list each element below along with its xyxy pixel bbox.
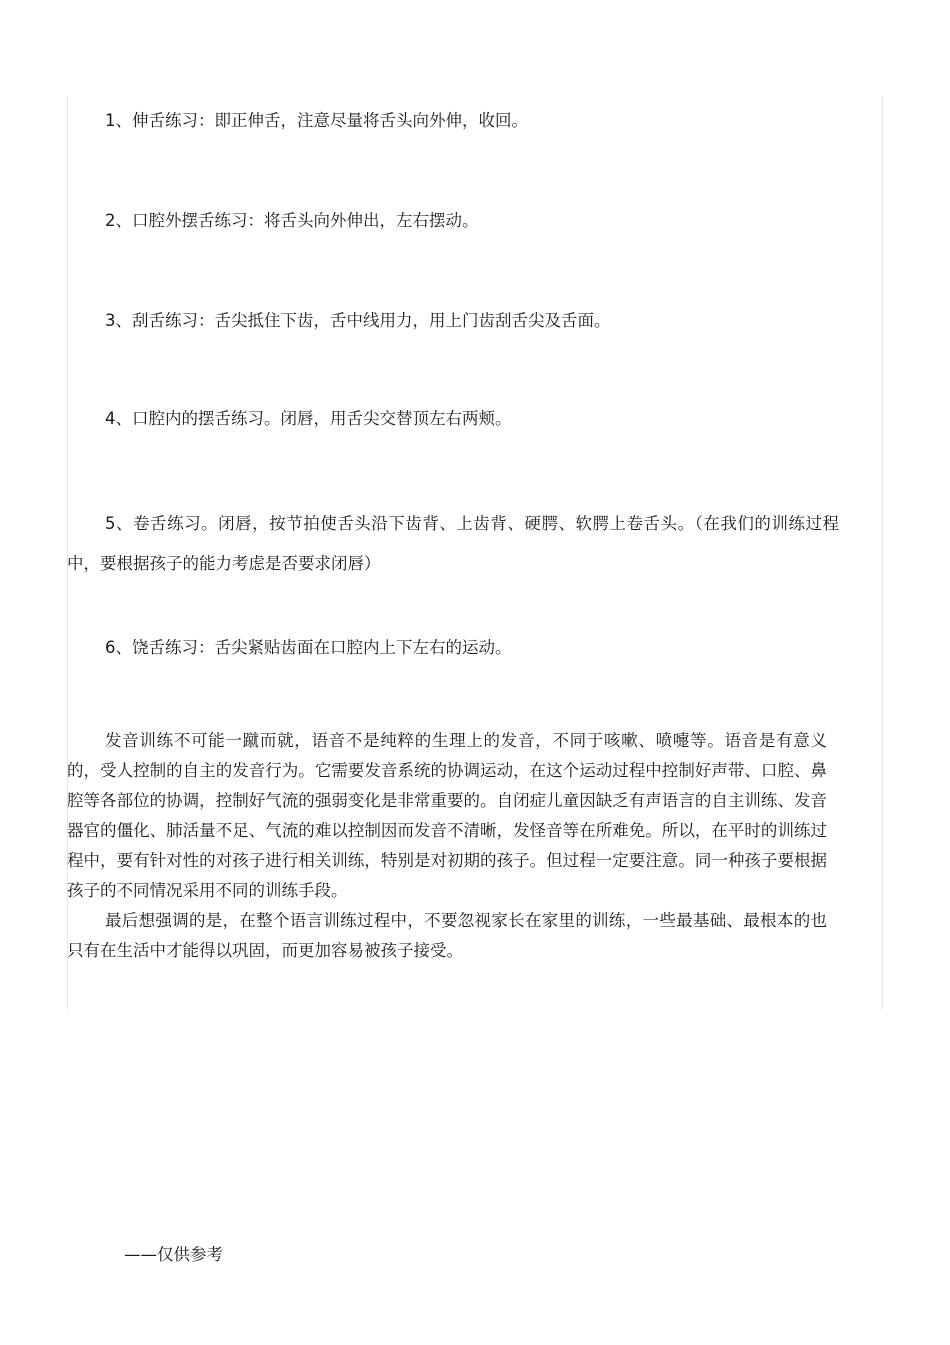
exercise-item-5: 5、卷舌练习。闭唇，按节拍使舌头沿下齿背、上齿背、硬腭、软腭上卷舌头。（在我们的训练过程中，要根据孩子的能力考虑是否要求闭唇） <box>67 514 839 573</box>
footer-note: ——仅供参考 <box>124 1245 223 1264</box>
body-paragraph-2: 最后想强调的是，在整个语言训练过程中，不要忽视家长在家里的训练，一些最基础、最根本的也只有在生活中才能得以巩固，而更加容易被孩子接受。 <box>67 911 827 960</box>
exercise-item-6: 6、饶舌练习：舌尖紧贴齿面在口腔内上下左右的运动。 <box>105 638 512 657</box>
exercise-item-2: 2、口腔外摆舌练习：将舌头向外伸出，左右摆动。 <box>105 211 479 230</box>
exercise-item-4: 4、口腔内的摆舌练习。闭唇，用舌尖交替顶左右两颊。 <box>105 409 512 428</box>
exercise-item-3: 3、刮舌练习：舌尖抵住下齿，舌中线用力，用上门齿刮舌尖及舌面。 <box>105 311 611 330</box>
exercise-item-1: 1、伸舌练习：即正伸舌，注意尽量将舌头向外伸，收回。 <box>105 111 528 130</box>
body-paragraph-1: 发音训练不可能一蹴而就，语音不是纯粹的生理上的发音，不同于咳嗽、喷嚏等。语音是有意义的，受人控制的自主的发音行为。它需要发音系统的协调运动，在这个运动过程中控制好声带、口腔、鼻腔等各部位的协调，控制好气流的强弱变化是非常重要的。自闭症儿童因缺乏有声语言的自主训练、发音器官的僵化、肺活量不足、气流的难以控制因而发音不清晰，发怪音等在所难免。所以，在平时的训练过程中，要有针对性的对孩子进行相关训练，特别是对初期的孩子。但过程一定要注意。同一种孩子要根据孩子的不同情况采用不同的训练手段。 <box>67 731 827 900</box>
